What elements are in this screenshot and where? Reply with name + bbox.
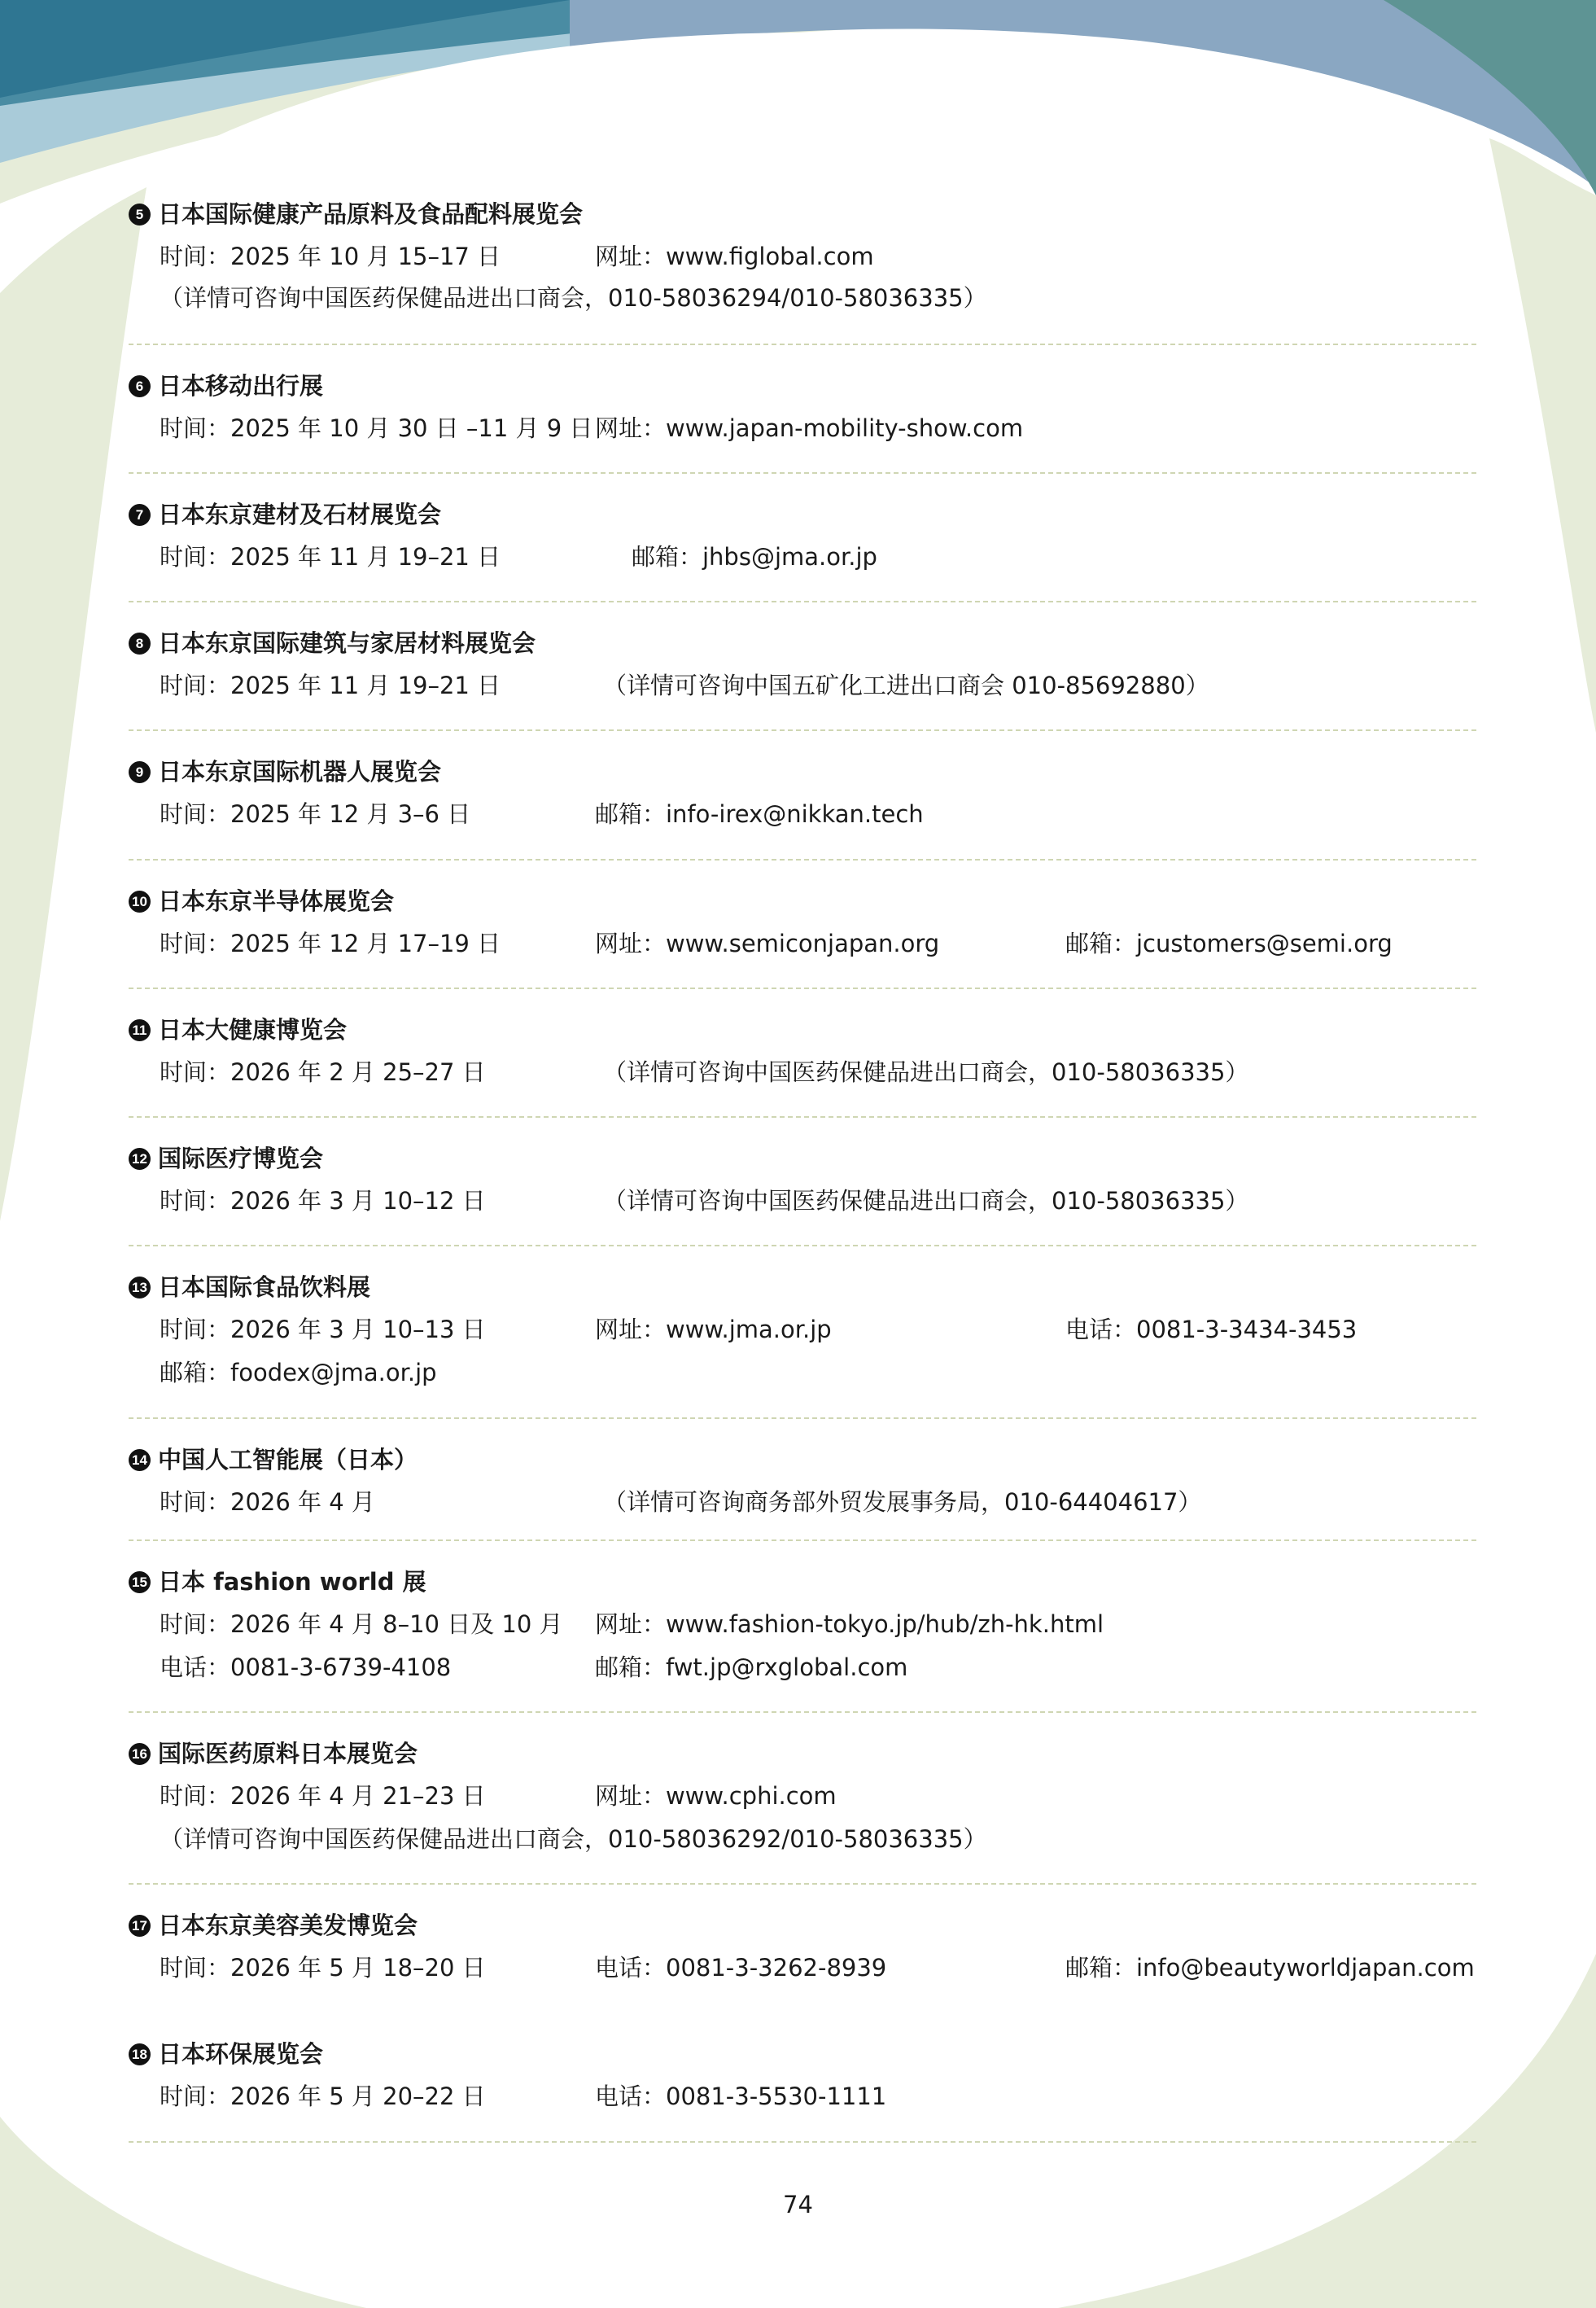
contact-note: （详情可咨询中国医药保健品进出口商会，010-58036335）: [603, 1058, 1249, 1086]
website-link[interactable]: 网址：www.japan-mobility-show.com: [595, 414, 1024, 442]
item-number: 16: [129, 1743, 151, 1765]
item-number: 8: [129, 633, 151, 655]
date-field: 时间：2026 年 3 月 10–13 日: [160, 1316, 486, 1343]
item-number: 15: [129, 1571, 151, 1593]
title-text: 日本 fashion world 展: [158, 1568, 426, 1596]
date-field: 时间：2026 年 3 月 10–12 日: [160, 1187, 486, 1215]
divider: [129, 1539, 1476, 1541]
exhibition-title: [129, 371, 323, 401]
exhibition-title: [129, 2039, 323, 2069]
exhibition-title: [129, 199, 583, 229]
item-number: 18: [129, 2043, 151, 2065]
item-number: 7: [129, 504, 151, 526]
contact-note: （详情可咨询中国医药保健品进出口商会，010-58036294/010-58036335）: [160, 284, 987, 312]
email-link[interactable]: 邮箱：foodex@jma.or.jp: [160, 1359, 437, 1386]
date-field: 时间：2026 年 2 月 25–27 日: [160, 1058, 486, 1086]
divider: [129, 601, 1476, 602]
item-number: 5: [129, 204, 151, 226]
email-link[interactable]: 邮箱：info@beautyworldjapan.com: [1065, 1954, 1475, 1982]
title-text: 日本东京美容美发博览会: [158, 1912, 418, 1939]
date-field: 时间：2025 年 11 月 19–21 日: [160, 543, 501, 571]
phone-field: 电话：0081-3-6739-4108: [160, 1653, 452, 1681]
contact-note: （详情可咨询中国医药保健品进出口商会，010-58036335）: [603, 1187, 1249, 1215]
item-number: 9: [129, 761, 151, 783]
title-text: 日本国际食品饮料展: [158, 1273, 371, 1301]
email-link[interactable]: 邮箱：info-irex@nikkan.tech: [595, 800, 924, 828]
exhibition-title: [129, 1567, 426, 1596]
divider: [129, 472, 1476, 474]
website-link[interactable]: 网址：www.jma.or.jp: [595, 1316, 832, 1343]
exhibition-title: [129, 628, 536, 658]
website-link[interactable]: 网址：www.cphi.com: [595, 1782, 837, 1810]
exhibition-title: [129, 1015, 347, 1045]
date-field: 时间：2025 年 12 月 3–6 日: [160, 800, 471, 828]
divider: [129, 1116, 1476, 1118]
exhibition-title: [129, 1911, 418, 1940]
website-link[interactable]: 网址：www.fashion-tokyo.jp/hub/zh-hk.html: [595, 1610, 1104, 1638]
title-text: 国际医药原料日本展览会: [158, 1740, 418, 1767]
date-field: 时间：2025 年 11 月 19–21 日: [160, 672, 501, 699]
email-link[interactable]: 邮箱：jcustomers@semi.org: [1065, 930, 1393, 957]
date-field: 时间：2025 年 12 月 17–19 日: [160, 930, 501, 957]
title-text: 日本环保展览会: [158, 2040, 324, 2068]
exhibition-entry-5: [129, 199, 1476, 312]
title-text: 日本东京国际建筑与家居材料展览会: [158, 629, 536, 657]
website-link[interactable]: 网址：www.figlobal.com: [595, 243, 874, 270]
exhibition-title: [129, 500, 441, 529]
divider: [129, 1245, 1476, 1246]
title-text: 日本移动出行展: [158, 372, 324, 400]
website-link[interactable]: 网址：www.semiconjapan.org: [595, 930, 940, 957]
date-field: 时间：2026 年 4 月: [160, 1488, 375, 1516]
date-field: 时间：2025 年 10 月 30 日 –11 月 9 日: [160, 414, 593, 442]
contact-note: （详情可咨询中国医药保健品进出口商会，010-58036292/010-58036335）: [160, 1825, 987, 1853]
email-link[interactable]: 邮箱：jhbs@jma.or.jp: [632, 543, 877, 571]
phone-field: 电话：0081-3-5530-1111: [595, 2082, 887, 2110]
title-text: 日本大健康博览会: [158, 1016, 348, 1044]
item-number: 14: [129, 1449, 151, 1471]
phone-field: 电话：0081-3-3262-8939: [595, 1954, 887, 1982]
title-text: 日本国际健康产品原料及食品配料展览会: [158, 200, 584, 228]
date-field: 时间：2026 年 5 月 20–22 日: [160, 2082, 486, 2110]
title-text: 日本东京建材及石材展览会: [158, 501, 442, 528]
exhibition-title: [129, 887, 394, 916]
contact-note: （详情可咨询商务部外贸发展事务局，010-64404617）: [603, 1488, 1202, 1516]
title-text: 日本东京半导体展览会: [158, 887, 395, 915]
divider: [129, 2141, 1476, 2143]
item-number: 10: [129, 891, 151, 913]
exhibition-title: [129, 1272, 370, 1302]
item-number: 17: [129, 1915, 151, 1937]
item-number: 12: [129, 1148, 151, 1170]
item-number: 11: [129, 1019, 151, 1041]
exhibition-title: [129, 757, 441, 786]
page-number: 74: [783, 2191, 813, 2218]
divider: [129, 988, 1476, 989]
item-number: 6: [129, 375, 151, 397]
divider: [129, 729, 1476, 731]
item-number: 13: [129, 1277, 151, 1299]
date-field: 时间：2026 年 4 月 21–23 日: [160, 1782, 486, 1810]
title-text: 国际医疗博览会: [158, 1145, 324, 1172]
date-field: 时间：2025 年 10 月 15–17 日: [160, 243, 501, 270]
exhibition-title: [129, 1445, 418, 1474]
divider: [129, 1883, 1476, 1885]
exhibition-title: [129, 1144, 323, 1173]
divider: [129, 344, 1476, 345]
phone-field: 电话：0081-3-3434-3453: [1065, 1316, 1358, 1343]
divider: [129, 859, 1476, 861]
title-text: 中国人工智能展（日本）: [158, 1446, 418, 1474]
email-link[interactable]: 邮箱：fwt.jp@rxglobal.com: [595, 1653, 908, 1681]
date-field: 时间：2026 年 5 月 18–20 日: [160, 1954, 486, 1982]
exhibition-title: [129, 1739, 418, 1768]
title-text: 日本东京国际机器人展览会: [158, 758, 442, 786]
date-field: 时间：2026 年 4 月 8–10 日及 10 月: [160, 1610, 563, 1638]
contact-note: （详情可咨询中国五矿化工进出口商会 010-85692880）: [603, 672, 1209, 699]
divider: [129, 1711, 1476, 1713]
divider: [129, 1417, 1476, 1419]
